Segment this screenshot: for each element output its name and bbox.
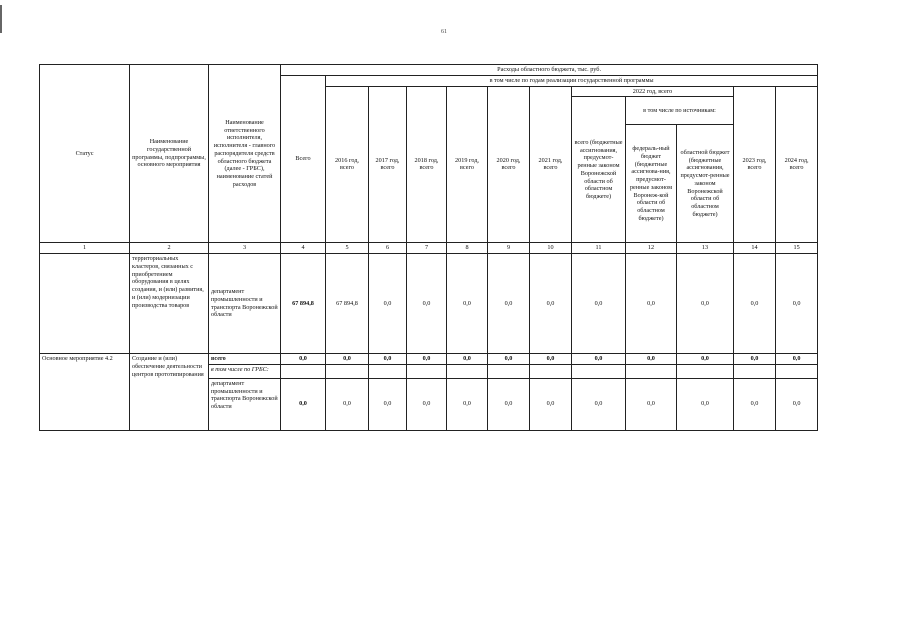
col-number: 1 (40, 243, 130, 254)
row1-value: 67 894,8 (281, 254, 326, 354)
table-row (40, 354, 818, 365)
col-number: 4 (281, 243, 326, 254)
empty-cell (776, 364, 818, 378)
page-number: 61 (441, 29, 447, 35)
col-number: 2 (130, 243, 209, 254)
col-number: 7 (407, 243, 447, 254)
empty-cell (407, 364, 447, 378)
row1-executor: департамент промышленности и транспорта Воронежской области (209, 254, 281, 354)
row1-value: 0,0 (488, 254, 530, 354)
row2-dept-value: 0,0 (530, 378, 572, 430)
col-number: 14 (734, 243, 776, 254)
row2-total-value: 0,0 (326, 354, 369, 365)
empty-cell (572, 364, 626, 378)
col-number: 3 (209, 243, 281, 254)
row1-value: 0,0 (369, 254, 407, 354)
row2-total-value: 0,0 (626, 354, 677, 365)
header-2022: 2022 год, всего (572, 86, 734, 97)
empty-cell (447, 364, 488, 378)
empty-cell (626, 364, 677, 378)
empty-cell (530, 364, 572, 378)
row2-total-value: 0,0 (734, 354, 776, 365)
row2-total-value: 0,0 (407, 354, 447, 365)
header-by-sources: в том числе по источникам: (626, 97, 734, 125)
col-number: 9 (488, 243, 530, 254)
col-number: 8 (447, 243, 488, 254)
row2-total-value: 0,0 (488, 354, 530, 365)
row2-dept-value: 0,0 (488, 378, 530, 430)
header-name: Наименование государственной программы, подпрограммы, основного мероприятия (130, 65, 209, 243)
row1-value: 0,0 (776, 254, 818, 354)
row1-status (40, 254, 130, 354)
col-number: 11 (572, 243, 626, 254)
row2-total-value: 0,0 (281, 354, 326, 365)
header-2018: 2018 год, всего (407, 86, 447, 243)
empty-cell (734, 364, 776, 378)
budget-table (39, 64, 818, 431)
empty-cell (326, 364, 369, 378)
header-status: Статус (40, 65, 130, 243)
header-by-years: в том числе по годам реализации государственной программы (326, 75, 818, 86)
row2-total-value: 0,0 (776, 354, 818, 365)
row1-value: 67 894,8 (326, 254, 369, 354)
col-number: 13 (677, 243, 734, 254)
page-edge-mark (0, 5, 2, 33)
empty-cell (369, 364, 407, 378)
header-regional: областной бюджет (бюджетные ассигнования, предусмот-ренные законом Воронежской области об областном бюджете) (677, 125, 734, 243)
row2-executor-incl: в том числе по ГРБС: (209, 364, 281, 378)
row2-dept-value: 0,0 (407, 378, 447, 430)
row2-dept-value: 0,0 (677, 378, 734, 430)
column-numbers-row (40, 243, 818, 254)
row2-dept-value: 0,0 (626, 378, 677, 430)
col-number: 6 (369, 243, 407, 254)
row1-value: 0,0 (626, 254, 677, 354)
row2-executor-dept: департамент промышленности и транспорта Воронежской области (209, 378, 281, 430)
row2-total-value: 0,0 (677, 354, 734, 365)
header-executor: Наименование ответственного исполнителя, исполнителя - главного распорядителя средств областного бюджета (далее - ГРБС), наименование статей расходов (209, 65, 281, 243)
row2-dept-value: 0,0 (326, 378, 369, 430)
col-number: 10 (530, 243, 572, 254)
header-2022-total: всего (бюджетные ассигнования, предусмот-ренные законом Воронежской области об областном бюджете) (572, 97, 626, 243)
row2-dept-value: 0,0 (369, 378, 407, 430)
row2-total-value: 0,0 (447, 354, 488, 365)
header-2023: 2023 год, всего (734, 86, 776, 243)
col-number: 5 (326, 243, 369, 254)
row1-value: 0,0 (572, 254, 626, 354)
header-2019: 2019 год, всего (447, 86, 488, 243)
row2-dept-value: 0,0 (734, 378, 776, 430)
row2-dept-value: 0,0 (281, 378, 326, 430)
row2-dept-value: 0,0 (776, 378, 818, 430)
row2-total-value: 0,0 (572, 354, 626, 365)
header-total: Всего (281, 75, 326, 243)
row2-total-value: 0,0 (530, 354, 572, 365)
table-row (40, 254, 818, 354)
row2-dept-value: 0,0 (447, 378, 488, 430)
empty-cell (281, 364, 326, 378)
header-2020: 2020 год, всего (488, 86, 530, 243)
empty-cell (677, 364, 734, 378)
row2-status: Основное мероприятие 4.2 (40, 354, 130, 431)
empty-cell (488, 364, 530, 378)
row2-name: Создание и (или) обеспечение деятельности центров прототипирования (130, 354, 209, 431)
header-2017: 2017 год, всего (369, 86, 407, 243)
row2-dept-value: 0,0 (572, 378, 626, 430)
row2-executor-total: всего (209, 354, 281, 365)
col-number: 12 (626, 243, 677, 254)
row1-value: 0,0 (734, 254, 776, 354)
header-2021: 2021 год, всего (530, 86, 572, 243)
row2-total-value: 0,0 (369, 354, 407, 365)
col-number: 15 (776, 243, 818, 254)
row1-value: 0,0 (447, 254, 488, 354)
row1-name: территориальных кластеров, связанных с приобретением оборудования в целях создания, и (или) развития, и (или) модернизации производства товаров (130, 254, 209, 354)
header-federal: федераль-ный бюджет (бюджетные ассигнова-ния, предусмот-ренные законом Воронеж-кой области об областном бюджете) (626, 125, 677, 243)
row1-value: 0,0 (407, 254, 447, 354)
header-budget-title: Расходы областного бюджета, тыс. руб. (281, 65, 818, 76)
header-2024: 2024 год, всего (776, 86, 818, 243)
row1-value: 0,0 (677, 254, 734, 354)
row1-value: 0,0 (530, 254, 572, 354)
header-2016: 2016 год, всего (326, 86, 369, 243)
